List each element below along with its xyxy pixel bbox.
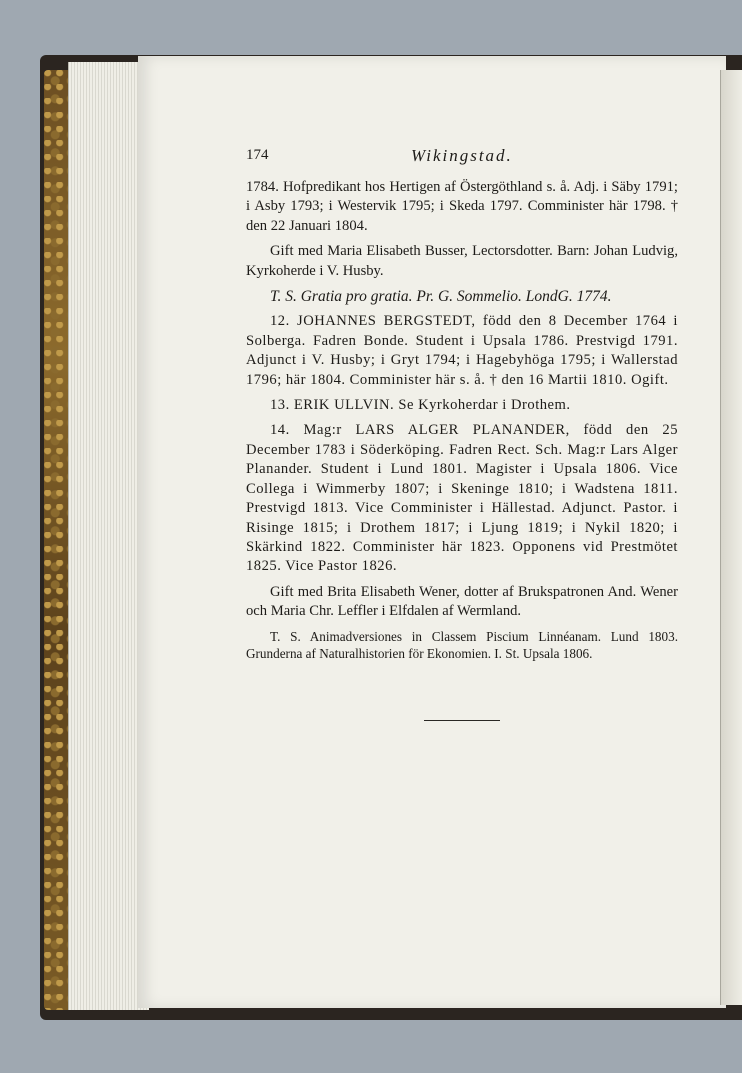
paragraph-7: Gift med Brita Elisabeth Wener, dotter af Brukspatronen And. Wener och Maria Chr. Leffler i Elfdalen af Wermland. [246,583,678,620]
page-number: 174 [246,147,269,163]
paragraph-3: T. S. Gratia pro gratia. Pr. G. Sommelio. LondG. 1774. [270,288,612,306]
paragraph-4: 12. JOHANNES BERGSTEDT, född den 8 December 1764 i Solberga. Fadren Bonde. Student i Upsala 1786. Prestvigd 1791. Adjunct i V. Husby; i Gryt 1794; i Hagebyhöga 1795; i Wallerstad 1796; här 1804. Comminister här s. å. † den 16 Martii 1810. Ogift. [246,313,678,388]
paragraph-2: Gift med Maria Elisabeth Busser, Lectorsdotter. Barn: Johan Ludvig, Kyrkoherde i V. Husby. [246,243,678,279]
paragraph-5: 13. ERIK ULLVIN. Se Kyrkoherdar i Drothem. [270,397,571,414]
paragraph-8: T. S. Animadversiones in Classem Piscium Linnéanam. Lund 1803. Grunderna af Naturalhistorien för Ekonomien. I. St. Upsala 1806. [246,628,678,661]
paragraph-1: 1784. Hofpredikant hos Hertigen af Östergöthland s. å. Adj. i Säby 1791; i Asby 1793; i Westervik 1795; i Skeda 1797. Comminister här 1798. † den 22 Januari 1804. [246,179,678,234]
running-head: Wikingstad. [411,146,513,165]
page-header [246,146,678,172]
facing-page-edge [720,70,742,1005]
paragraph-6: 14. Mag:r LARS ALGER PLANANDER, född den 25 December 1783 i Söderköping. Fadren Rect. Sch. Mag:r Lars Alger Planander. Student i Lund 1801. Magister i Upsala 1806. Vice Collega i Wimmerby 1807; i Skeninge 1810; i Wadstena 1811. Prestvigd 1813. Vice Comminister i Hällestad. Adjunct. Pastor. i Risinge 1815; i Drothem 1817; i Ljung 1819; i Nykil 1820; i Skärkind 1822. Comminister här 1823. Opponens vid Prestmötet 1825. Vice Pastor 1826. [246,422,678,575]
section-rule [424,720,500,721]
page-edges [68,62,149,1010]
page-content [246,146,678,721]
